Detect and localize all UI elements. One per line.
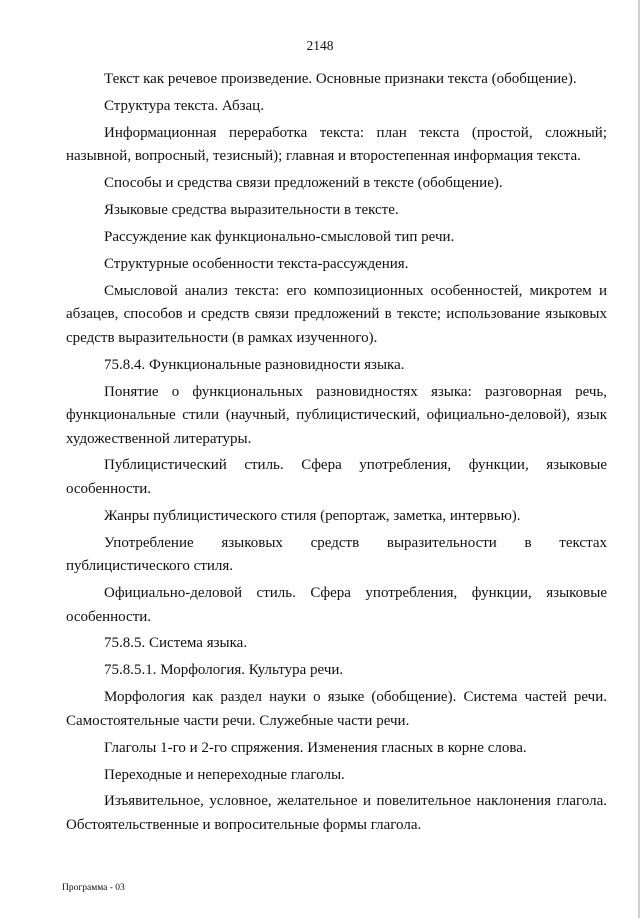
section-heading-75-8-4: 75.8.4. Функциональные разновидности языка. xyxy=(104,356,405,373)
paragraph-text-features: Текст как речевое произведение. Основные признаки текста (обобщение). xyxy=(104,71,577,87)
document-body xyxy=(66,68,607,841)
page-number: 2148 xyxy=(306,38,334,53)
section-heading-75-8-5: 75.8.5. Система языка. xyxy=(104,635,248,652)
paragraph-info-processing: Информационная переработка текста: план текста (простой, сложный; назывной, вопросный, тезисный); главная и второстепенная информация текста. xyxy=(66,124,607,165)
paragraph-expressive-means: Языковые средства выразительности в тексте. xyxy=(104,202,399,219)
paragraph-morphology: Морфология как раздел науки о языке (обобщение). Система частей речи. Самостоятельные части речи. Служебные части речи. xyxy=(66,689,607,729)
paragraph-reasoning-structure: Структурные особенности текста-рассуждения. xyxy=(104,255,409,272)
paragraph-transitive-verbs: Переходные и непереходные глаголы. xyxy=(104,766,345,783)
paragraph-linking-means: Способы и средства связи предложений в тексте (обобщение). xyxy=(104,175,503,192)
paragraph-verb-conjugation: Глаголы 1-го и 2-го спряжения. Изменения гласных в корне слова. xyxy=(104,739,527,756)
paragraph-semantic-analysis: Смысловой анализ текста: его композиционных особенностей, микротем и абзацев, способов и средств связи предложений в тексте; использование языковых средств выразительности (в рамках изученного). xyxy=(66,282,607,346)
paragraph-verb-moods: Изъявительное, условное, желательное и повелительное наклонения глагола. Обстоятельственные и вопросительные формы глагола. xyxy=(66,793,607,833)
paragraph-reasoning-type: Рассуждение как функционально-смысловой тип речи. xyxy=(104,228,455,245)
paragraph-publicistic-expressive: Употребление языковых средств выразительности в текстах публицистического стиля. xyxy=(66,534,607,575)
paragraph-functional-varieties: Понятие о функциональных разновидностях языка: разговорная речь, функциональные стили (научный, публицистический, официально-деловой), язык художественной литературы. xyxy=(66,383,607,447)
paragraph-publicistic-genres: Жанры публицистического стиля (репортаж, заметка, интервью). xyxy=(104,507,521,524)
page-footer: Программа - 03 xyxy=(62,883,125,893)
paragraph-text-structure: Структура текста. Абзац. xyxy=(104,97,264,114)
paragraph-official-style: Официально-деловой стиль. Сфера употребления, функции, языковые особенности. xyxy=(66,585,607,625)
paragraph-publicistic-style: Публицистический стиль. Сфера употребления, функции, языковые особенности. xyxy=(66,457,607,497)
section-heading-75-8-5-1: 75.8.5.1. Морфология. Культура речи. xyxy=(104,662,344,679)
